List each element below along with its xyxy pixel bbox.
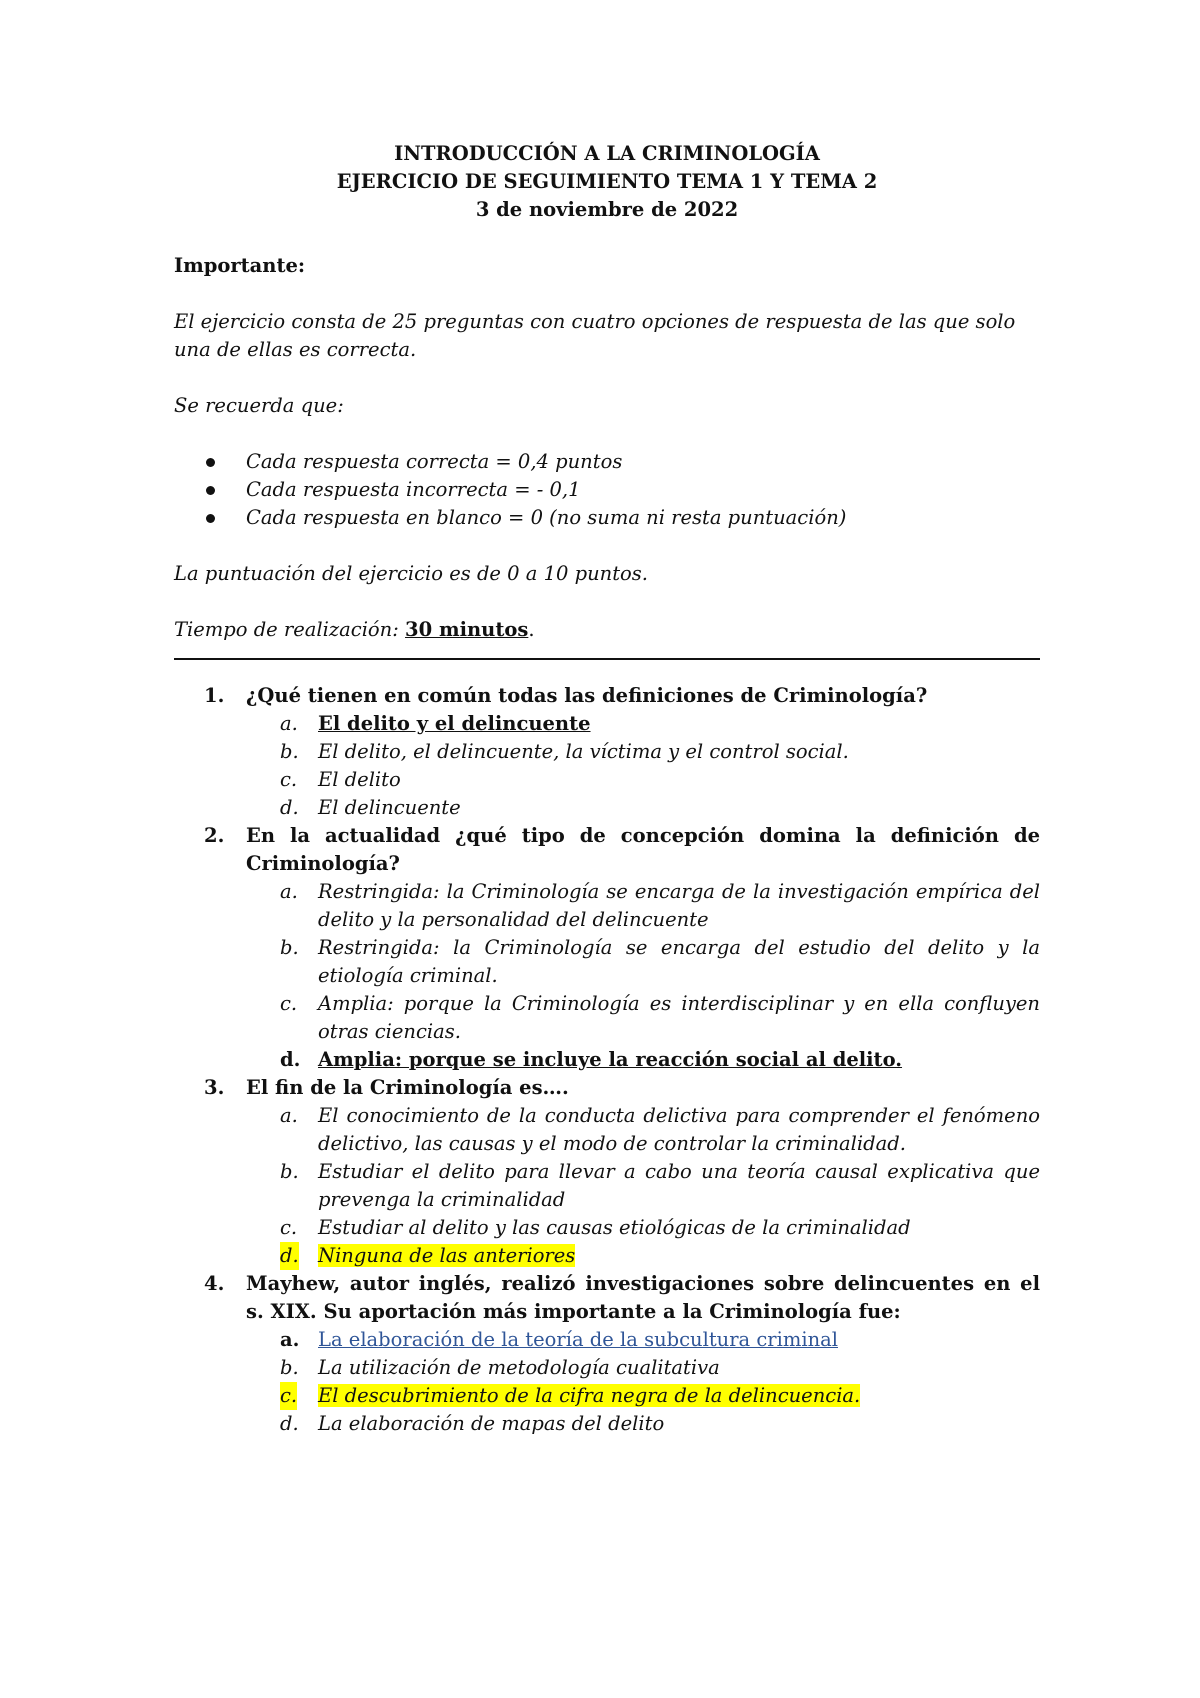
option-text: El delito y el delincuente <box>318 712 591 735</box>
list-item <box>174 476 1040 504</box>
option-1c <box>174 766 1040 794</box>
option-letter: a. <box>280 712 298 735</box>
option-letter: d. <box>280 1412 299 1435</box>
list-item <box>174 504 1040 532</box>
document-content <box>174 140 1040 1438</box>
option-text: La elaboración de mapas del delito <box>318 1412 665 1435</box>
option-text: Amplia: porque se incluye la reacción social al delito. <box>318 1048 903 1071</box>
time-label: Tiempo de realización: <box>174 618 406 641</box>
option-text: Estudiar al delito y las causas etiológicas de la criminalidad <box>318 1216 911 1239</box>
option-letter: b. <box>280 740 299 763</box>
option-letter: c. <box>280 992 298 1015</box>
exercise-description: El ejercicio consta de 25 preguntas con cuatro opciones de respuesta de las que solo una de ellas es correcta. <box>174 310 1016 361</box>
option-1a <box>174 710 1040 738</box>
question-text: En la actualidad ¿qué tipo de concepción domina la definición de Criminología? <box>246 824 1040 875</box>
question-text: ¿Qué tienen en común todas las definiciones de Criminología? <box>246 684 928 707</box>
option-text: La elaboración de la teoría de la subcultura criminal <box>318 1328 838 1351</box>
course-title: INTRODUCCIÓN A LA CRIMINOLOGÍA <box>394 142 820 165</box>
bullet-icon <box>206 458 215 467</box>
option-letter: d. <box>280 796 299 819</box>
option-letter: d. <box>280 1242 299 1270</box>
option-4c <box>174 1382 1040 1410</box>
document-header <box>174 140 1040 224</box>
option-text: Restringida: la Criminología se encarga del estudio del delito y la etiología criminal. <box>318 936 1040 987</box>
option-2b <box>174 934 1040 990</box>
option-2d <box>174 1046 1040 1074</box>
time-value: 30 minutos <box>405 618 529 641</box>
option-text: El delincuente <box>318 796 461 819</box>
question-text: El fin de la Criminología es…. <box>246 1076 569 1099</box>
question-number: 4. <box>204 1272 225 1295</box>
question-4 <box>174 1270 1040 1326</box>
option-text: El delito, el delincuente, la víctima y el control social. <box>318 740 849 763</box>
question-2 <box>174 822 1040 878</box>
option-text: La utilización de metodología cualitativa <box>318 1356 720 1379</box>
option-4a <box>174 1326 1040 1354</box>
option-letter: a. <box>280 880 298 903</box>
option-text: El conocimiento de la conducta delictiva para comprender el fenómeno delictivo, las causas y el modo de controlar la criminalidad. <box>318 1104 1040 1155</box>
option-1d <box>174 794 1040 822</box>
question-1 <box>174 682 1040 710</box>
scoring-blank: Cada respuesta en blanco = 0 (no suma ni resta puntuación) <box>246 506 847 529</box>
option-text: Restringida: la Criminología se encarga de la investigación empírica del delito y la personalidad del delincuente <box>318 880 1040 931</box>
list-item <box>174 448 1040 476</box>
option-letter: c. <box>280 1382 297 1410</box>
option-text: El descubrimiento de la cifra negra de la delincuencia. <box>318 1384 861 1407</box>
option-4b <box>174 1354 1040 1382</box>
option-3b <box>174 1158 1040 1214</box>
option-letter: b. <box>280 936 299 959</box>
option-text: Ninguna de las anteriores <box>318 1244 576 1267</box>
exercise-date: 3 de noviembre de 2022 <box>475 198 739 221</box>
option-letter: c. <box>280 768 298 791</box>
bullet-icon <box>206 486 215 495</box>
question-text: Mayhew, autor inglés, realizó investigaciones sobre delincuentes en el s. XIX. Su aportación más importante a la Criminología fue: <box>246 1272 1040 1323</box>
question-3 <box>174 1074 1040 1102</box>
scoring-correct: Cada respuesta correcta = 0,4 puntos <box>246 450 623 473</box>
option-text: El delito <box>318 768 401 791</box>
important-label: Importante: <box>174 254 306 277</box>
bullet-icon <box>206 514 215 523</box>
time-end: . <box>528 618 535 641</box>
option-text: Estudiar el delito para llevar a cabo una teoría causal explicativa que prevenga la criminalidad <box>318 1160 1040 1211</box>
option-letter: d. <box>280 1048 301 1071</box>
reminder-label: Se recuerda que: <box>174 394 344 417</box>
option-3a <box>174 1102 1040 1158</box>
option-letter: b. <box>280 1160 299 1183</box>
question-number: 2. <box>204 824 225 847</box>
score-range: La puntuación del ejercicio es de 0 a 10 puntos. <box>174 562 648 585</box>
option-letter: a. <box>280 1104 298 1127</box>
option-4d <box>174 1410 1040 1438</box>
exercise-title: EJERCICIO DE SEGUIMIENTO TEMA 1 Y TEMA 2 <box>336 170 878 193</box>
option-text: Amplia: porque la Criminología es interdisciplinar y en ella confluyen otras ciencias. <box>318 992 1040 1043</box>
horizontal-divider <box>174 658 1040 660</box>
option-letter: a. <box>280 1328 300 1351</box>
option-3c <box>174 1214 1040 1242</box>
question-number: 1. <box>204 684 225 707</box>
option-letter: c. <box>280 1216 298 1239</box>
option-3d <box>174 1242 1040 1270</box>
option-letter: b. <box>280 1356 299 1379</box>
option-2c <box>174 990 1040 1046</box>
option-1b <box>174 738 1040 766</box>
time-line <box>174 616 1040 644</box>
scoring-list <box>174 448 1040 532</box>
option-2a <box>174 878 1040 934</box>
scoring-incorrect: Cada respuesta incorrecta = - 0,1 <box>246 478 581 501</box>
question-number: 3. <box>204 1076 225 1099</box>
